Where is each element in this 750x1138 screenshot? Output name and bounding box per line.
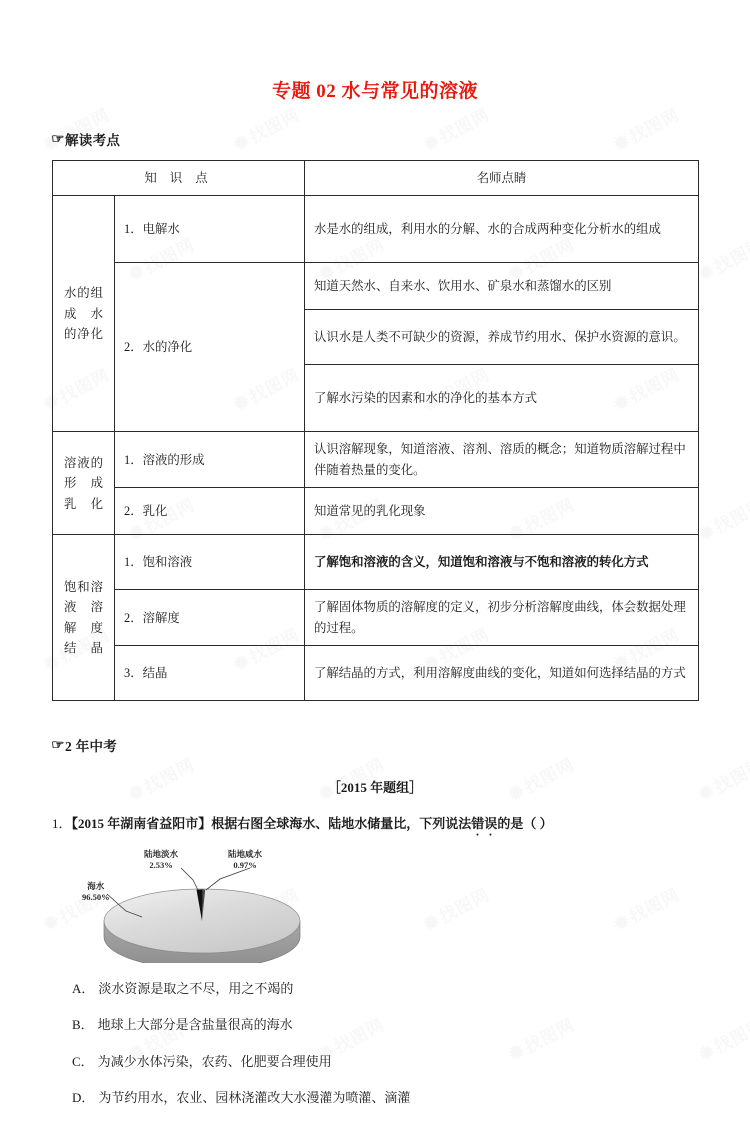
topic-point: 了解固体物质的溶解度的定义，初步分析溶解度曲线，体会数据处理的过程。	[305, 590, 699, 646]
topic-point: 了解水污染的因素和水的净化的基本方式	[305, 365, 699, 432]
question-emphasis: 错误	[471, 816, 498, 832]
option-b-text: 地球上大部分是含盐量很高的海水	[97, 1017, 293, 1033]
option-b	[52, 1015, 698, 1035]
section-heading-zhongkao-label: 2 年中考	[64, 739, 118, 755]
topic-point: 水是水的组成，利用水的分解、水的合成两种变化分析水的组成	[305, 196, 699, 263]
topic-label: 2．乳化	[115, 488, 305, 535]
table-header-row	[53, 161, 699, 196]
table-row	[53, 646, 699, 701]
section-heading-kaodian-label: 解读考点	[64, 133, 121, 148]
question-text: 根据右图全球海水、陆地水储量比，下列说法	[211, 816, 472, 832]
pie-label-saltland: 陆地咸水 0.97%	[228, 849, 263, 871]
year-group-title: ［2015 年题组］	[327, 780, 423, 796]
topic-point: 知道天然水、自来水、饮用水、矿泉水和蒸馏水的区别	[305, 263, 699, 310]
option-d-text: 为节约用水，农业、园林浇灌改大水漫灌为喷灌、滴灌	[98, 1089, 411, 1105]
option-a-letter: A．	[72, 981, 95, 997]
pie-label-freshwater: 陆地淡水 2.53%	[144, 849, 179, 871]
topic-point: 了解结晶的方式，利用溶解度曲线的变化，知道如何选择结晶的方式	[305, 646, 699, 701]
question-stem	[52, 814, 698, 839]
option-c-letter: C．	[72, 1053, 94, 1069]
option-b-letter: B．	[72, 1017, 94, 1033]
leader-line-saltland	[206, 868, 250, 890]
question-source: 【2015 年湖南省益阳市】	[71, 816, 212, 832]
question-number: 1．	[52, 816, 72, 832]
group-name-solution: 溶液的 形成 乳化	[53, 432, 115, 535]
option-d	[52, 1088, 698, 1108]
pie-chart-graphic	[74, 845, 364, 963]
table-row	[53, 432, 699, 488]
topic-label: 1．饱和溶液	[115, 535, 305, 590]
pointing-hand-icon: ☞	[51, 737, 65, 753]
page-title: 专题 02 水与常见的溶液	[271, 81, 478, 102]
topic-label: 1．溶液的形成	[115, 432, 305, 488]
knowledge-points-table	[52, 160, 699, 701]
topic-point: 知道常见的乳化现象	[305, 488, 699, 535]
water-storage-pie-chart	[52, 845, 698, 963]
topic-label: 2．溶解度	[115, 590, 305, 646]
table-row	[53, 196, 699, 263]
option-d-letter: D．	[72, 1089, 95, 1105]
topic-label: 1．电解水	[115, 196, 305, 263]
table-row	[53, 263, 699, 310]
leader-line-freshwater	[181, 868, 198, 890]
table-row	[53, 535, 699, 590]
section-heading-kaodian	[52, 129, 698, 149]
table-row	[53, 488, 699, 535]
option-a-text: 淡水资源是取之不尽，用之不竭的	[98, 981, 294, 997]
pointing-hand-icon: ☞	[51, 131, 65, 146]
section-heading-zhongkao	[52, 735, 698, 755]
question-text-tail: 的是（ ）	[497, 816, 553, 832]
document-page	[0, 76, 750, 1108]
table-row	[53, 590, 699, 646]
topic-point: 了解饱和溶液的含义，知道饱和溶液与不饱和溶液的转化方式	[305, 535, 699, 590]
table-header-tips: 名师点睛	[305, 161, 699, 196]
group-name-saturated: 饱和溶 液 溶 解度 结晶	[53, 535, 115, 701]
topic-point: 认识水是人类不可缺少的资源，养成节约用水、保护水资源的意识。	[305, 310, 699, 365]
answer-options	[52, 979, 698, 1108]
pie-label-seawater: 海水 96.50%	[82, 881, 110, 903]
option-c-text: 为减少水体污染，农药、化肥要合理使用	[97, 1053, 332, 1069]
table-header-knowledge: 知 识 点	[53, 161, 305, 196]
option-a	[52, 979, 698, 999]
topic-point: 认识溶解现象，知道溶液、溶剂、溶质的概念；知道物质溶解过程中伴随着热量的变化。	[305, 432, 699, 488]
topic-label: 3．结晶	[115, 646, 305, 701]
group-name-water: 水的组 成 水 的净化	[53, 196, 115, 432]
topic-label: 2．水的净化	[115, 263, 305, 432]
